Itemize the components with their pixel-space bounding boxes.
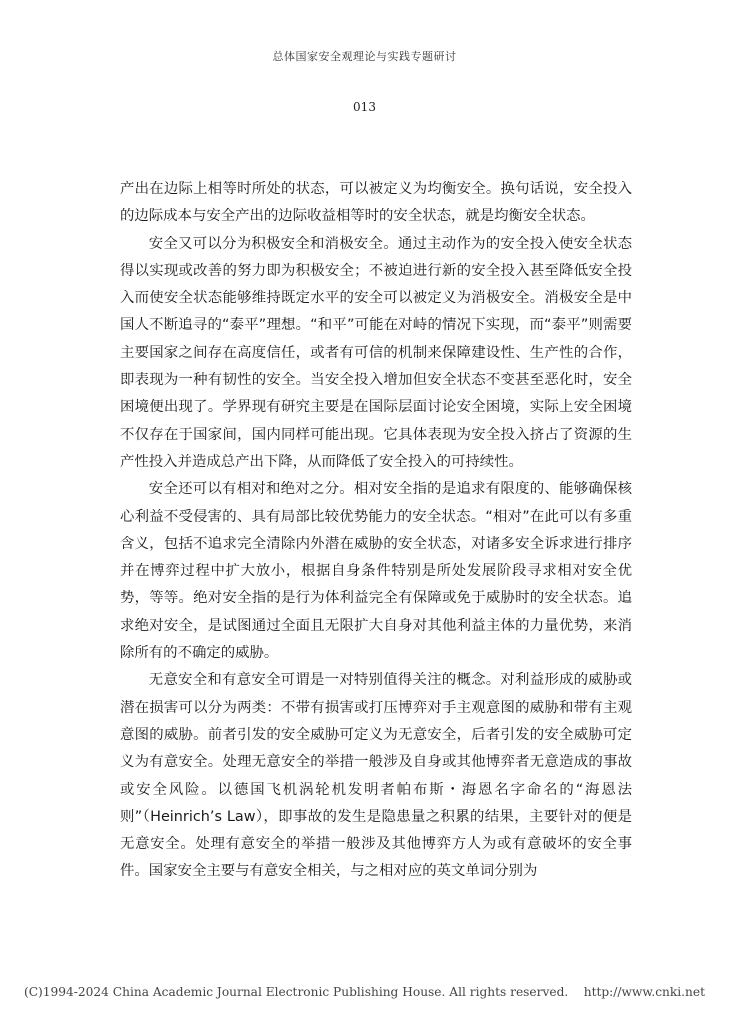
paragraph: 产出在边际上相等时所处的状态，可以被定义为均衡安全。换句话说，安全投入的边际成本与安全产出的边际收益相等时的安全状态，就是均衡安全状态。 <box>120 181 632 225</box>
copyright-footer: (C)1994-2024 China Academic Journal Electronic Publishing House. All rights reserved. http://www.cnki.net <box>23 985 706 999</box>
running-title: 总体国家安全观理论与实践专题研讨 <box>272 50 457 63</box>
paragraph: 安全还可以有相对和绝对之分。相对安全指的是追求有限度的、能够确保核心利益不受侵害的、具有局部比较优势能力的安全状态。“相对”在此可以有多重含义，包括不追求完全清除内外潜在威胁的安全状态，对诸多安全诉求进行排序并在博弈过程中扩大放小，根据自身条件特别是所处发展阶段寻求相对安全优势，等等。绝对安全指的是行为体利益完全有保障或免于威胁时的安全状态。追求绝对安全，是试图通过全面且无限扩大自身对其他利益主体的力量优势，来消除所有的不确定的威胁。 <box>120 481 632 662</box>
page-number: 013 <box>353 100 376 114</box>
paragraph: 无意安全和有意安全可谓是一对特别值得关注的概念。对利益形成的威胁或潜在损害可以分为两类：不带有损害或打压博弈对手主观意图的威胁和带有主观意图的威胁。前者引发的安全威胁可定义为无意安全，后者引发的安全威胁可定义为有意安全。处理无意安全的举措一般涉及自身或其他博弈者无意造成的事故或安全风险。以德国飞机涡轮机发明者帕布斯・海恩名字命名的“海恩法则”（Heinrich’s Law），即事故的发生是隐患量之积累的结果，主要针对的便是无意安全。处理有意安全的举措一般涉及其他博弈方人为或有意破坏的安全事件。国家安全主要与有意安全相关，与之相对应的英文单词分别为 <box>120 672 632 880</box>
article-body <box>120 176 632 886</box>
paragraph: 安全又可以分为积极安全和消极安全。通过主动作为的安全投入使安全状态得以实现或改善的努力即为积极安全；不被迫进行新的安全投入甚至降低安全投入而使安全状态能够维持既定水平的安全可以被定义为消极安全。消极安全是中国人不断追寻的“泰平”理想。“和平”可能在对峙的情况下实现，而“泰平”则需要主要国家之间存在高度信任，或者有可信的机制来保障建设性、生产性的合作，即表现为一种有韧性的安全。当安全投入增加但安全状态不变甚至恶化时，安全困境便出现了。学界现有研究主要是在国际层面讨论安全困境，实际上安全困境不仅存在于国家间，国内同样可能出现。它具体表现为安全投入挤占了资源的生产性投入并造成总产出下降，从而降低了安全投入的可持续性。 <box>120 235 632 470</box>
